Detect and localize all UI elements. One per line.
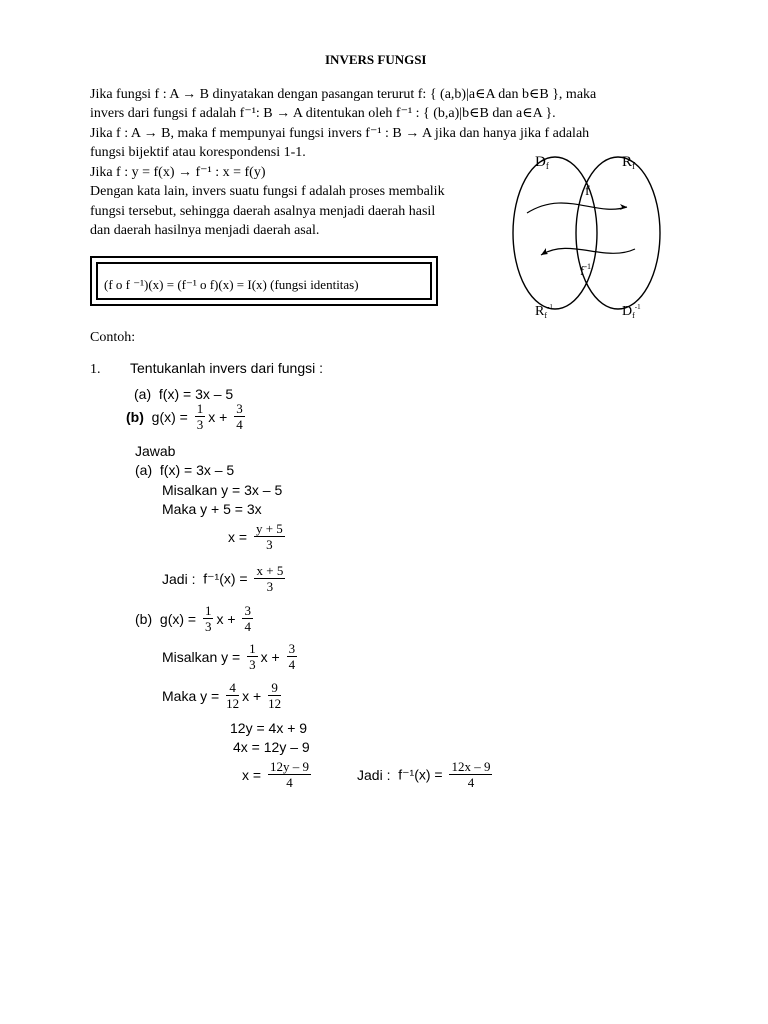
sol-b-misalkan: Misalkan y = $\frac{1}{3}$ x + $\frac{3}{4}$ xyxy=(162,641,296,672)
paragraph-line-4: fungsi bijektif atau korespondensi 1-1. xyxy=(90,145,306,160)
dfinv-label: $D_f^{-1}$ xyxy=(622,303,641,320)
sol-b-line-4x: 4x = 12y – 9 xyxy=(233,739,310,755)
sol-b-maka: Maka y = $\frac{4}{12}$ x + $\frac{9}{12}$ xyxy=(162,680,282,711)
identity-box xyxy=(90,256,438,306)
page-title: INVERS FUNGSI xyxy=(325,52,427,67)
finv-arrow xyxy=(541,248,635,255)
paragraph-line-5: Jika f : y = f(x) → f⁻¹ : x = f(y) xyxy=(90,165,266,180)
sol-a-line-2: Misalkan y = 3x – 5 xyxy=(162,482,283,498)
paragraph-line-2: invers dari fungsi f adalah f⁻¹: B → A ditentukan oleh f⁻¹ : { (b,a)|b∈B dan a∈A }. xyxy=(90,106,556,121)
domain-ellipse xyxy=(513,157,597,309)
problem-question: Tentukanlah invers dari fungsi : xyxy=(130,360,323,376)
range-ellipse xyxy=(576,157,660,309)
paragraph-line-8: dan daerah hasilnya menjadi daerah asal. xyxy=(90,223,320,238)
paragraph-line-3: Jika f : A → B, maka f mempunyai fungsi invers f⁻¹ : B → A jika dan hanya jika f adalah xyxy=(90,126,590,141)
inverse-mapping-diagram xyxy=(495,145,685,325)
f-arrowhead xyxy=(620,204,627,210)
jawab-heading: Jawab xyxy=(135,443,176,459)
problem-b: (b) g(x) = $\frac{1}{3}$ x + $\frac{3}{4}$ xyxy=(126,401,243,432)
sol-a-line-3: Maka y + 5 = 3x xyxy=(162,501,262,517)
rf-label: $R_f$ xyxy=(622,154,636,171)
problem-number: 1. xyxy=(90,362,101,377)
finv-label: $f^{-1}$ xyxy=(580,262,592,278)
paragraph-line-7: fungsi tersebut, sehingga daerah asalnya menjadi daerah hasil xyxy=(90,204,436,219)
rfinv-label: $R_f^{-1}$ xyxy=(535,303,553,320)
paragraph-line-1: Jika fungsi f : A → B dinyatakan dengan pasangan terurut f: { (a,b)|a∈A dan b∈B }, maka xyxy=(90,87,597,102)
sol-a-result: Jadi : f⁻¹(x) = $\frac{x + 5}{3}$ xyxy=(162,563,284,594)
contoh-heading: Contoh: xyxy=(90,330,136,345)
sol-b-line-1: (b) g(x) = $\frac{1}{3}$ x + $\frac{3}{4}$ xyxy=(135,603,251,634)
f-label: f xyxy=(585,184,590,199)
sol-a-x-equation: x = $\frac{y + 5}{3}$ xyxy=(228,521,283,552)
df-label: $D_f$ xyxy=(535,154,549,171)
paragraph-line-6: Dengan kata lain, invers suatu fungsi f adalah proses membalik xyxy=(90,184,445,199)
sol-b-x-equation: x = $\frac{12y - 9}{4}$ xyxy=(242,759,309,790)
identity-formula: (f o f ⁻¹)(x) = (f⁻¹ o f)(x) = I(x) (fungsi identitas) xyxy=(104,277,359,292)
sol-b-line-12y: 12y = 4x + 9 xyxy=(230,720,308,736)
sol-a-line-1: (a) f(x) = 3x – 5 xyxy=(135,462,235,478)
sol-b-result: Jadi : f⁻¹(x) = $\frac{12x - 9}{4}$ xyxy=(357,759,491,790)
problem-a: (a) f(x) = 3x – 5 xyxy=(134,386,234,402)
